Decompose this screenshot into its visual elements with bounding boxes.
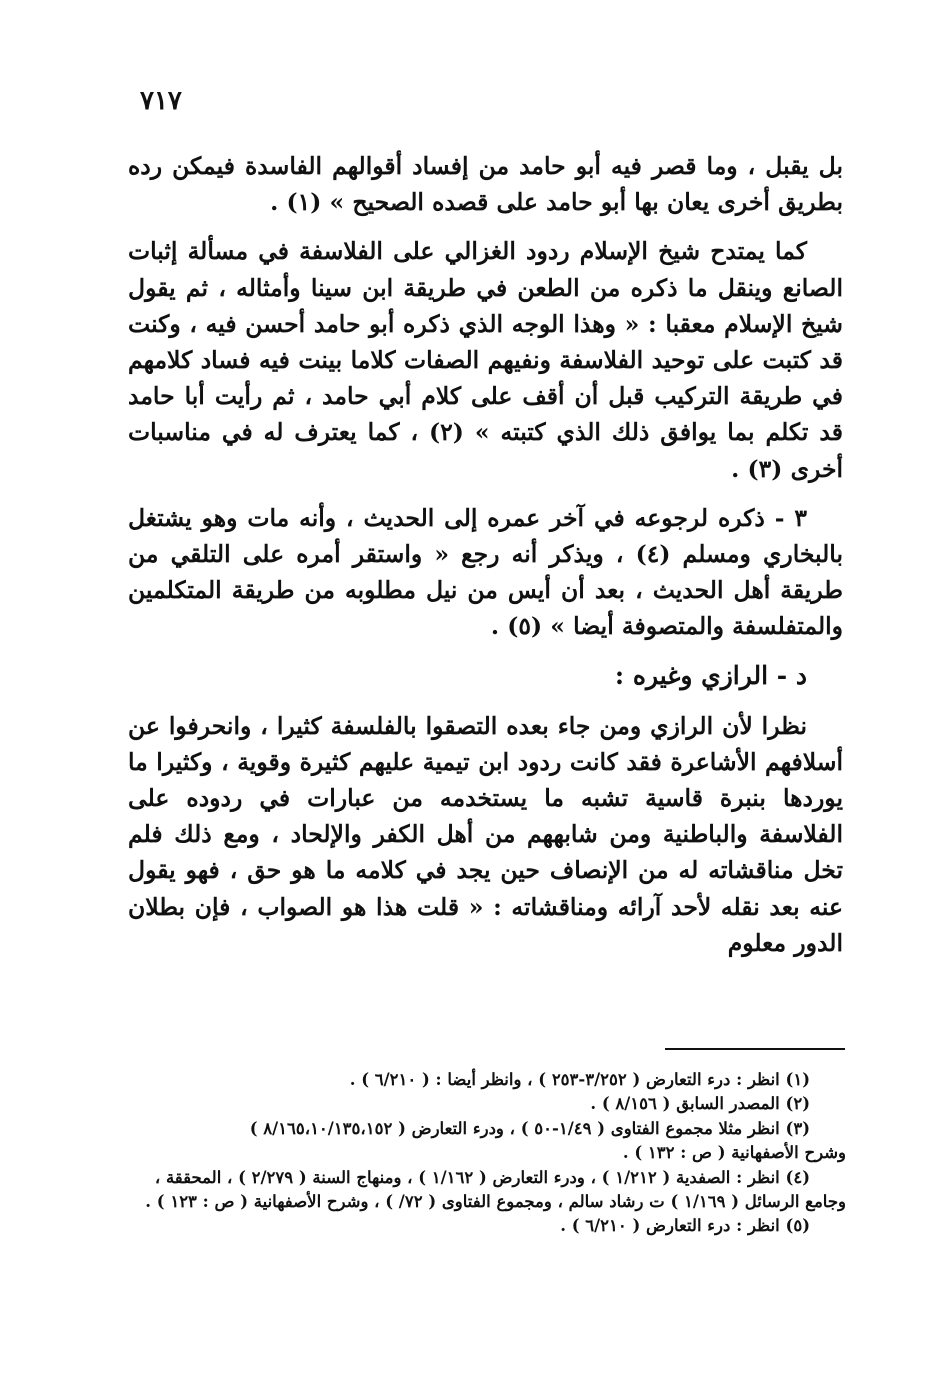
footnote-5: (٥) انظر : درء التعارض ( ٦/٢١٠ ) . bbox=[560, 1216, 810, 1236]
body-text bbox=[128, 148, 843, 974]
section-paragraph: نظرا لأن الرازي ومن جاء بعده التصقوا بالفلسفة كثيرا ، وانحرفوا عن أسلافهم الأشاعرة فقد كانت ردود ابن تيمية عليهم كثيرة وقوية ، وكثيرا ما يوردها بنبرة قاسية تشبه ما يستخدمه من عبارات في ردوده على الفلاسفة والباطنية ومن شابههم من أهل الكفر والإلحاد ، ومع ذلك فلم تخل مناقشاته له من الإنصاف حين يجد في كلامه ما هو حق ، فهو يقول عنه بعد نقله لأحد آرائه ومناقشاته : « قلت هذا هو الصواب ، فإن بطلان الدور معلوم bbox=[128, 711, 843, 957]
paragraph-2: كما يمتدح شيخ الإسلام ردود الغزالي على الفلاسفة في مسألة إثبات الصانع وينقل ما ذكره من الطعن في طريقة ابن سينا وأمثاله ، ثم يقول شيخ الإسلام معقبا : « وهذا الوجه الذي ذكره أبو حامد أحسن فيه ، وكنت قد كتبت على توحيد الفلاسفة ونفيهم الصفات كلاما بينت فيه فساد كلامهم في طريقة التركيب قبل أن أقف على كلام أبي حامد ، ثم رأيت أبا حامد قد تكلم بما يوافق ذلك الذي كتبته » (٢) ، كما يعترف له في مناسبات أخرى (٣) . bbox=[128, 237, 843, 483]
footnote-1: (١) انظر : درء التعارض ( ٣/٢٥٢-٢٥٣ ) ، وانظر أيضا : ( ٦/٢١٠ ) . bbox=[349, 1070, 810, 1089]
section-heading: د - الرازي وغيره : bbox=[614, 660, 807, 690]
footnote-4: (٤) انظر : الصفدية ( ١/٢١٢ ) ، ودرء التعارض ( ١/١٦٢ ) ، ومنهاج السنة ( ٢/٢٧٩ ) ، المحققة ، bbox=[154, 1167, 810, 1187]
page-number: ٧١٧ bbox=[140, 86, 182, 116]
footnote-2: (٢) المصدر السابق ( ٨/١٥٦ ) . bbox=[590, 1094, 810, 1114]
footnote-4-continuation: وجامع الرسائل ( ١/١٦٩ ) ت رشاد سالم ، ومجموع الفتاوى ( ٧٢/ ) ، وشرح الأصفهانية ( ص : ١٢٣ ) . bbox=[145, 1192, 846, 1212]
paragraph-3: ٣ - ذكره لرجوعه في آخر عمره إلى الحديث ، وأنه مات وهو يشتغل بالبخاري ومسلم (٤) ، ويذكر أنه رجع « واستقر أمره على التلقي من طريقة أهل الحديث ، بعد أن أيس من نيل مطلوبه من طريقة المتكلمين والمتفلسفة والمتصوفة أيضا » (٥) . bbox=[128, 503, 844, 641]
paragraph-1: بل يقبل ، وما قصر فيه أبو حامد من إفساد أقوالهم الفاسدة فيمكن رده بطريق أخرى يعان بها أبو حامد على قصده الصحيح » (١) . bbox=[128, 152, 843, 217]
footnotes bbox=[118, 1068, 846, 1239]
footnote-separator bbox=[665, 1048, 845, 1050]
footnote-3: (٣) انظر مثلا مجموع الفتاوى ( ١/٤٩-٥٠ ) ، ودرء التعارض ( ٨/١٦٥،١٠/١٣٥،١٥٢ ) bbox=[249, 1118, 810, 1138]
footnote-3-continuation: وشرح الأصفهانية ( ص : ١٣٢ ) . bbox=[622, 1143, 846, 1163]
